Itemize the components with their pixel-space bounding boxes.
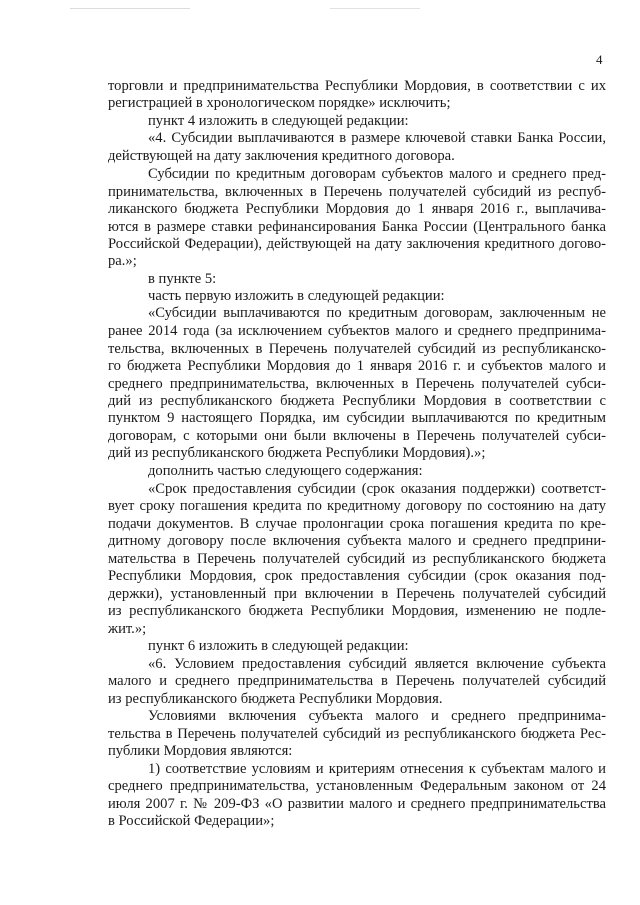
text-line: Российской Федерации), действующей на дату заключения кредитного догово- xyxy=(108,236,606,252)
text-line: пункт 6 изложить в следующей редакции: xyxy=(148,638,409,654)
text-line: из республиканского бюджета Республики Мордовия, изменению не подле- xyxy=(108,603,606,619)
text-line: тельства в Перечень получателей субсидий из республиканского бюджета Рес- xyxy=(108,726,606,742)
text-line: 1) соответствие условиям и критериям отнесения к субъектам малого и xyxy=(148,761,606,777)
text-line: в Российской Федерации»; xyxy=(108,813,275,829)
text-line: пунктом 9 настоящего Порядка, им субсидии выплачиваются по кредитным xyxy=(108,410,606,426)
text-line: малого и среднего предпринимательства в Перечень получателей субсидий xyxy=(108,673,606,689)
text-line: дий из республиканского бюджета Республики Мордовия в соответствии с xyxy=(108,393,606,409)
text-line: подачи документов. В случае пролонгации срока погашения кредита по кре- xyxy=(108,516,606,532)
text-line: го бюджета Республики Мордовия до 1 января 2016 г. и субъектов малого и xyxy=(108,358,606,374)
text-line: «6. Условием предоставления субсидий является включение субъекта xyxy=(148,656,606,672)
text-line: ранее 2014 года (за исключением субъектов малого и среднего предпринима- xyxy=(108,323,606,339)
text-line: пункт 4 изложить в следующей редакции: xyxy=(148,113,409,129)
text-line: «Субсидии выплачиваются по кредитным договорам, заключенным не xyxy=(148,305,606,321)
text-line: в пункте 5: xyxy=(148,271,217,287)
text-line: тельства, включенных в Перечень получателей субсидий из республиканско- xyxy=(108,341,606,357)
text-line: из республиканского бюджета Республики Мордовия. xyxy=(108,691,443,707)
text-line: ются в размере ставки рефинансирования Банка России (Центрального банка xyxy=(108,219,606,235)
scan-artifact xyxy=(70,8,190,9)
text-line: среднего предпринимательства, включенных в Перечень получателей субси- xyxy=(108,376,606,392)
text-line: ликанского бюджета Республики Мордовия до 1 января 2016 г., выплачива- xyxy=(108,201,606,217)
scan-artifact xyxy=(330,8,420,9)
text-line: принимательства, включенных в Перечень получателей субсидий из респуб- xyxy=(108,184,606,200)
text-line: торговли и предпринимательства Республики Мордовия, в соответствии с их xyxy=(108,78,606,94)
text-line: Республики Мордовия, срок предоставления субсидии (срок оказания под- xyxy=(108,568,606,584)
page-number: 4 xyxy=(596,52,603,67)
text-line: Условиями включения субъекта малого и среднего предпринима- xyxy=(148,708,606,724)
text-line: регистрацией в хронологическом порядке» исключить; xyxy=(108,95,451,111)
text-line: часть первую изложить в следующей редакции: xyxy=(148,288,445,304)
text-line: ра.»; xyxy=(108,253,137,269)
text-line: среднего предпринимательства, установленным Федеральным законом от 24 xyxy=(108,778,606,794)
text-line: действующей на дату заключения кредитного договора. xyxy=(108,148,455,164)
text-line: «Срок предоставления субсидии (срок оказания поддержки) соответст- xyxy=(148,481,606,497)
text-line: публики Мордовия являются: xyxy=(108,743,293,759)
text-line: держки), установленный при включении в Перечень получателей субсидий xyxy=(108,586,606,602)
text-line: дитному договору после включения субъекта малого и среднего предприни- xyxy=(108,533,606,549)
text-line: вует сроку погашения кредита по кредитному договору по состоянию на дату xyxy=(108,498,606,514)
text-line: договорам, с которыми они были включены в Перечень получателей субси- xyxy=(108,428,606,444)
text-line: дополнить частью следующего содержания: xyxy=(148,463,423,479)
text-line: июля 2007 г. № 209-ФЗ «О развитии малого и среднего предпринимательства xyxy=(108,796,606,812)
text-line: «4. Субсидии выплачиваются в размере ключевой ставки Банка России, xyxy=(148,130,606,146)
text-line: жит.»; xyxy=(108,621,147,637)
text-line: Субсидии по кредитным договорам субъектов малого и среднего пред- xyxy=(148,166,606,182)
text-line: мательства в Перечень получателей субсидий из республиканского бюджета xyxy=(108,551,606,567)
text-line: дий из республиканского бюджета Республики Мордовия).»; xyxy=(108,445,486,461)
